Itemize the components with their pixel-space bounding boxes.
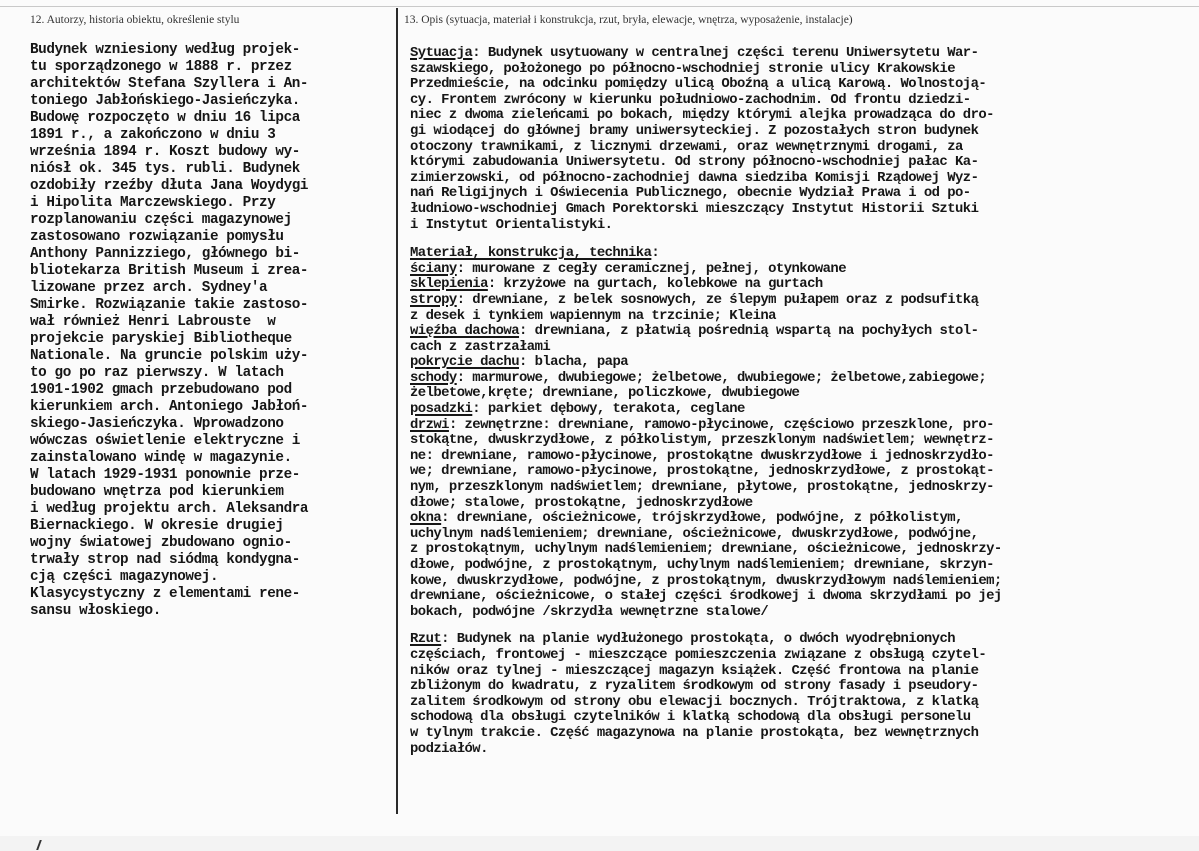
vaults-label: sklepienia	[410, 276, 488, 293]
section-13-header: 13. Opis (sytuacja, materiał i konstrukcja, rzut, bryła, elewacje, wnętrza, wyposażenie, instalacje)	[404, 14, 853, 26]
material-colon: :	[651, 245, 660, 262]
material-label: Materiał, konstrukcja, technika	[410, 245, 652, 262]
roofing-label: pokrycie dachu	[410, 354, 520, 371]
style-paragraph: Klasycystyczny z elementami rene- sansu włoskiego.	[30, 586, 300, 619]
roof-truss-label: więźba dachowa	[410, 323, 520, 340]
material-walls	[410, 262, 1195, 278]
vaults-text: : krzyżowe na gurtach, kolebkowe na gurtach	[487, 276, 823, 293]
roofing-text: : blacha, papa	[519, 354, 629, 371]
column-divider	[396, 8, 398, 814]
stairs-text: : marmurowe, dwubiegowe; żelbetowe, dwubiegowe; żelbetowe,zabiegowe; żelbetowe,kręte; drewniane, policzkowe, dwubiegowe	[410, 369, 987, 402]
ceilings-label: stropy	[410, 291, 457, 308]
roof-truss-text: : drewniana, z płatwią pośrednią wspartą na pochyłych stol- cach z zastrzałami	[410, 323, 979, 355]
authors-history-column	[30, 42, 394, 620]
ceilings-text: : drewniane, z belek sosnowych, ze ślepym pułapem oraz z podsufitką z desek i tynkiem wapiennym na trzcinie; Kleina	[410, 291, 979, 324]
walls-label: ściany	[410, 260, 457, 277]
material-roofing	[410, 355, 1195, 371]
plan-section	[410, 632, 1195, 757]
stairs-label: schody	[410, 369, 457, 386]
material-ceilings	[410, 293, 1195, 324]
material-roof-truss	[410, 324, 1195, 355]
situation-label: Sytuacja	[410, 45, 473, 61]
floors-label: posadzki	[410, 401, 473, 418]
windows-text: : drewniane, ościeżnicowe, trójskrzydłowe, podwójne, z półkolistym, uchylnym nadślemieniem; drewniane, ościeżnicowe, dwuskrzydłowe, podwójne, z prostokątnym, uchylnym nadślemieniem; drewniane, ościeżnicowe, jednoskrzy- dłowe, podwójne, z prostokątnym, uchylnym nadślemieniem; drewniane, skrzyn- kowe, dwuskrzydłowe, podwójne, z prostokątnym, dwuskrzydłowym nadślemieniem; drewniane, ościeżnicowe, o stałej części środkowej i dwoma skrzydłami po jej bokach, podwójne /skrzydła wewnętrzne stalowe/	[410, 510, 1002, 620]
material-doors	[410, 418, 1195, 512]
doors-label: drzwi	[410, 416, 449, 433]
material-vaults	[410, 277, 1195, 293]
floors-text: : parkiet dębowy, terakota, ceglane	[472, 401, 745, 418]
bottom-margin-strip	[0, 836, 1199, 851]
description-column	[410, 46, 1195, 757]
material-floors	[410, 402, 1195, 418]
material-heading	[410, 246, 1195, 262]
situation-text: : Budynek usytuowany w centralnej części terenu Uniwersytetu War- szawskiego, położonego po północno-wschodniej stronie ulicy Krakowskie Przedmieście, na odcinku pomiędzy ulicą Oboźną a ulicą Karową. Wolnostoją- cy. Frontem zwrócony w kierunku południowo-zachodnim. Od frontu dziedzi- niec z dwoma zieleńcami po bokach, między którymi alejka prowadząca do dro- gi wiodącej do głównej bramy uniwersyteckiej. Z pozostałych stron budynek otoczony trawnikami, z licznymi drzewami, oraz wewnętrznymi drogami, za którymi zabudowania Uniwersytetu. Od strony północno-wschodniej pałac Ka- zimierzowski, od północno-zachodniej dawna siedziba Komisji Rządowej Wyz- nań Religijnych i Oświecenia Publicznego, obecnie Wydział Prawa i od po- łudniowo-wschodniej Gmach Porektorski mieszczący Instytut Historii Sztuki i Instytut Orientalistyki.	[410, 45, 994, 233]
material-stairs	[410, 371, 1195, 402]
history-paragraph: Budynek wzniesiony według projek- tu sporządzonego w 1888 r. przez architektów Stefana Szyllera i An- toniego Jabłońskiego-Jasieńczyka. Budowę rozpoczęto w dniu 16 lipca 1891 r., a zakończono w dniu 3 września 1894 r. Koszt budowy wy- niósł ok. 345 tys. rubli. Budynek ozdobiły rzeźby dłuta Jana Woydygi i Hipolita Marczewskiego. Przy rozplanowaniu części magazynowej zastosowano rozwiązanie pomysłu Anthony Pannizziego, głównego bi- bliotekarza British Museum i zrea- lizowane przez arch. Sydney'a Smirke. Rozwiązanie takie zastoso- wał również Henri Labrouste w projekcie paryskiej Bibliotheque Nationale. Na gruncie polskim uży- to go po raz pierwszy. W latach 1901-1902 gmach przebudowano pod kierunkiem arch. Antoniego Jabłoń- skiego-Jasieńczyka. Wprowadzono wówczas oświetlenie elektryczne i zainstalowano windę w magazynie. W latach 1929-1931 ponownie prze- budowano wnętrza pod kierunkiem i według projektu arch. Aleksandra Biernackiego. W okresie drugiej wojny światowej zbudowano ognio- trwały strop nad siódmą kondygna- cją części magazynowej.	[30, 42, 309, 585]
walls-text: : murowane z cegły ceramicznej, pełnej, otynkowane	[456, 260, 847, 277]
material-windows	[410, 511, 1195, 620]
top-rule	[0, 6, 1199, 7]
plan-text: : Budynek na planie wydłużonego prostokąta, o dwóch wyodrębnionych częściach, frontowej - mieszczące pomieszczenia związane z obsługą czytel- ników oraz tylnej - mieszczącej magazyn książek. Część frontowa na planie zbliżonym do kwadratu, z ryzalitem środkowym od strony fasady i pseudory- zalitem środkowym od strony obu elewacji bocznych. Trójtraktowa, z klatką schodową dla obsługi czytelników i klatką schodową dla obsługi personelu w tylnym trakcie. Część magazynowa na planie prostokąta, bez wewnętrznych podziałów.	[410, 631, 987, 757]
situation-section	[410, 46, 1195, 233]
plan-label: Rzut	[410, 631, 442, 648]
windows-label: okna	[410, 510, 442, 527]
section-12-header: 12. Autorzy, historia obiektu, określenie stylu	[30, 14, 240, 26]
doors-text: : zewnętrzne: drewniane, ramowo-płycinowe, częściowo przeszklone, pro- stokątne, dwuskrzydłowe, z półkolistym, przeszklonym nadświetlem; wewnętrz- ne: drewniane, ramowo-płycinowe, prostokątne dwuskrzydłowe i jednoskrzydło- we; drewniane, ramowo-płycinowe, prostokątne, jednoskrzydłowe, z prostokąt- nym, przeszklonym nadświetlem; drewniane, płytowe, prostokątne, jednoskrzy- dłowe; stalowe, prostokątne, jednoskrzydłowe	[410, 416, 994, 511]
